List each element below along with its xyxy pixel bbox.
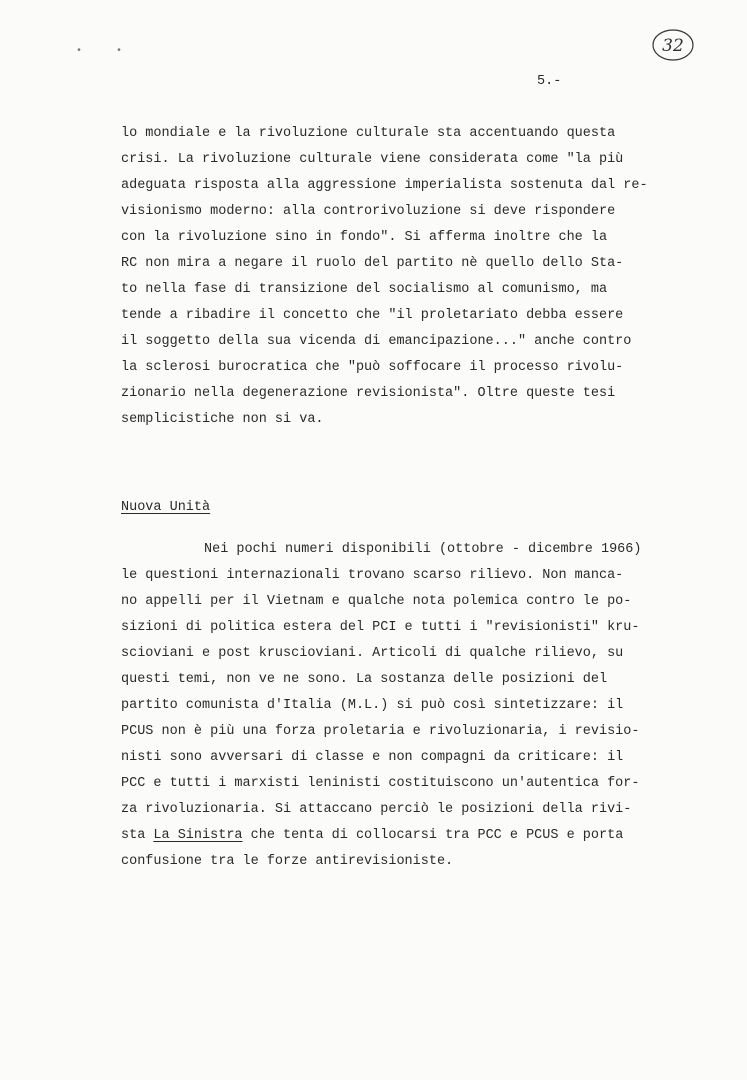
text-line: visionismo moderno: alla controrivoluzione si deve rispondere	[121, 204, 616, 219]
text-line: to nella fase di transizione del socialismo al comunismo, ma	[121, 282, 608, 297]
stray-marks: • •	[76, 46, 137, 57]
text-line: za rivoluzionaria. Si attaccano perciò le posizioni della rivi-	[121, 802, 632, 817]
text-line	[121, 823, 721, 849]
archive-number-stamp	[650, 26, 696, 64]
text-line: Nei pochi numeri disponibili (ottobre - dicembre 1966)	[204, 542, 642, 557]
paragraph-2	[121, 537, 721, 875]
text-line: PCC e tutti i marxisti leninisti costituiscono un'autentica for-	[121, 776, 640, 791]
section-heading: Nuova Unità	[121, 500, 211, 515]
text-line: scioviani e post kruscioviani. Articoli di qualche rilievo, su	[121, 646, 624, 661]
text-fragment: che tenta di collocarsi tra PCC e PCUS e porta	[242, 828, 624, 843]
text-line: confusione tra le forze antirevisioniste.	[121, 854, 454, 869]
text-line: no appelli per il Vietnam e qualche nota polemica contro le po-	[121, 594, 632, 609]
text-line: il soggetto della sua vicenda di emancipazione..." anche contro	[121, 334, 632, 349]
text-line: PCUS non è più una forza proletaria e rivoluzionaria, i revisio-	[121, 724, 640, 739]
stamp-number: 32	[662, 36, 684, 56]
text-line: RC non mira a negare il ruolo del partito nè quello dello Sta-	[121, 256, 624, 271]
publication-title: La Sinistra	[153, 828, 243, 843]
text-line: adeguata risposta alla aggressione imperialista sostenuta dal re-	[121, 178, 648, 193]
text-line: la sclerosi burocratica che "può soffocare il processo rivolu-	[121, 360, 624, 375]
text-line: con la rivoluzione sino in fondo". Si afferma inoltre che la	[121, 230, 608, 245]
page-number: 5.-	[537, 74, 562, 89]
text-fragment: sta	[121, 828, 154, 843]
text-line: lo mondiale e la rivoluzione culturale sta accentuando questa	[121, 126, 616, 141]
text-line: le questioni internazionali trovano scarso rilievo. Non manca-	[121, 568, 624, 583]
text-line: tende a ribadire il concetto che "il proletariato debba essere	[121, 308, 624, 323]
text-line: questi temi, non ve ne sono. La sostanza delle posizioni del	[121, 672, 608, 687]
text-line: zionario nella degenerazione revisionista". Oltre queste tesi	[121, 386, 616, 401]
text-line: partito comunista d'Italia (M.L.) si può così sintetizzare: il	[121, 698, 624, 713]
paragraph-1	[121, 121, 721, 433]
text-line: semplicistiche non si va.	[121, 412, 324, 427]
text-line: sizioni di politica estera del PCI e tutti i "revisionisti" kru-	[121, 620, 640, 635]
text-line: nisti sono avversari di classe e non compagni da criticare: il	[121, 750, 624, 765]
text-line: crisi. La rivoluzione culturale viene considerata come "la più	[121, 152, 624, 167]
